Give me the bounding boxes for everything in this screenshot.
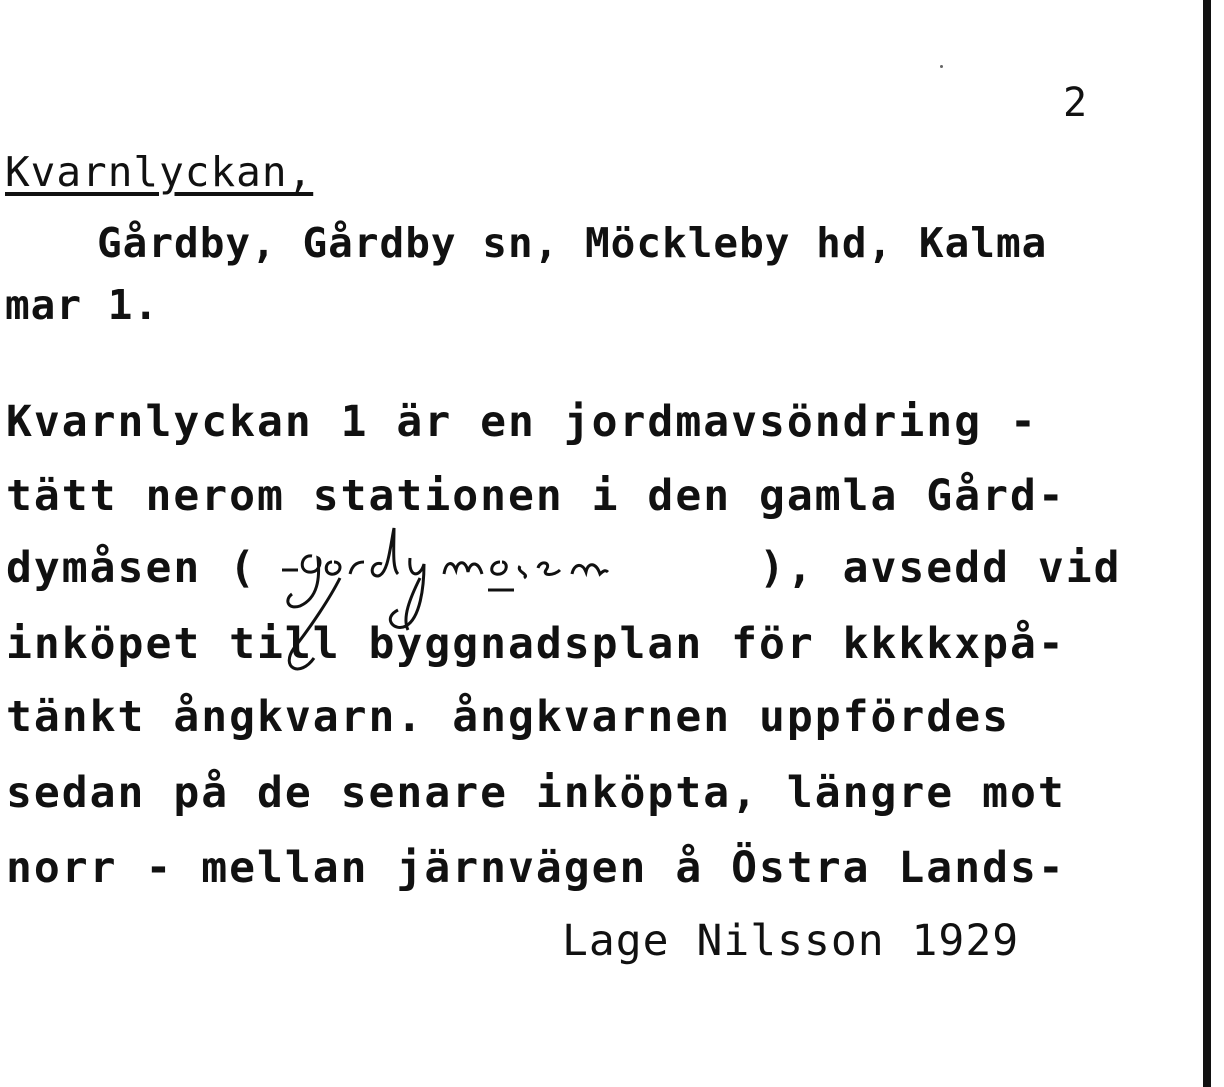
location-line-2: mar 1.	[5, 281, 160, 329]
signature-line: Lage Nilsson 1929	[562, 916, 1020, 966]
location-line-1: Gårdby, Gårdby sn, Möckleby hd, Kalma	[97, 219, 1048, 267]
body-line-2: tätt nerom stationen i den gamla Gård-	[6, 471, 1066, 521]
page-number: 2	[1063, 80, 1089, 126]
body-line-7: norr - mellan järnvägen å Östra Lands-	[6, 843, 1066, 893]
body-line-1: Kvarnlyckan 1 är en jordmavsöndring -	[6, 397, 1038, 447]
paper-speck	[940, 65, 943, 68]
body-line-6: sedan på de senare inköpta, längre mot	[6, 768, 1066, 818]
body-line-4: inköpet till byggnadsplan för kkkkxpå-	[6, 619, 1066, 669]
place-heading: Kvarnlyckan,	[5, 148, 314, 196]
handwritten-annotation	[270, 518, 750, 688]
body-line-5: tänkt ångkvarn. ångkvarnen uppfördes	[6, 692, 1010, 742]
body-line-3: dymåsen ( ), avsedd vid	[6, 543, 1122, 593]
card-edge-line	[1203, 0, 1211, 1087]
